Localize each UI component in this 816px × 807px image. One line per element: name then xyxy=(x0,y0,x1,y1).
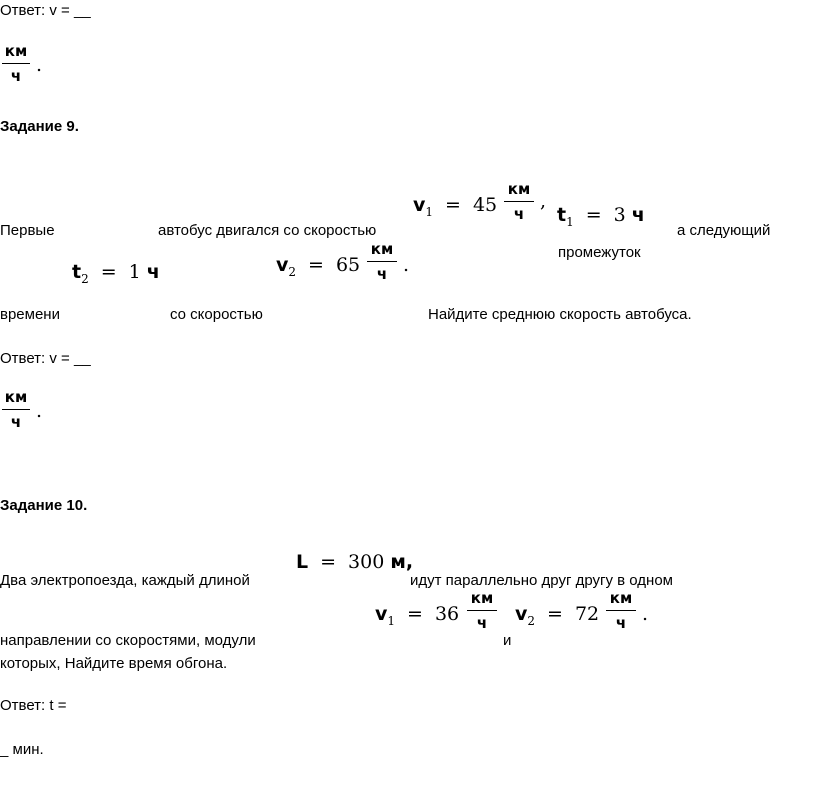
task9-text-interval: промежуток xyxy=(558,244,641,261)
task10-answer-line: Ответ: t = xyxy=(0,697,67,714)
task9-answer-period: . xyxy=(36,400,43,422)
task9-v1-formula: $v_1 = 45$ xyxy=(413,194,498,219)
unit-numerator: км xyxy=(4,42,28,60)
task9-heading: Задание 9. xyxy=(0,118,79,135)
task10-v1-formula: $v_1 = 36$ xyxy=(375,603,460,628)
task9-text-first: Первые xyxy=(0,222,55,239)
task9-answer-unit: км ч xyxy=(2,388,30,431)
answer-line: Ответ: v = __ xyxy=(0,2,91,19)
task10-text-line1: Два электропоезда, каждый длиной xyxy=(0,572,250,589)
task9-v2-formula: $v_2 = 65$ xyxy=(276,254,361,279)
task10-question: которых, Найдите время обгона. xyxy=(0,655,228,672)
task10-heading: Задание 10. xyxy=(0,497,88,514)
unit-denominator: ч xyxy=(10,67,22,85)
task10-length-formula: L = 300 м, xyxy=(296,551,414,573)
task9-text-speed: со скоростью xyxy=(170,306,263,323)
task9-text-next: а следующий xyxy=(677,222,771,239)
task10-text-line2: направлении со скоростями, модули xyxy=(0,632,256,649)
task9-comma: , xyxy=(540,190,547,212)
task10-v1-unit: км ч xyxy=(467,589,497,632)
task10-text-line1b: идут параллельно друг другу в одном xyxy=(410,572,673,589)
task9-answer-line: Ответ: v = __ xyxy=(0,350,91,367)
task9-v1-unit: км ч xyxy=(504,180,534,223)
task9-question: Найдите среднюю скорость автобуса. xyxy=(428,306,692,323)
task9-v2-unit: км ч xyxy=(367,240,397,283)
task10-v2-formula: $v_2 = 72$ xyxy=(515,603,600,628)
task9-period: . xyxy=(403,254,410,276)
unit-fraction xyxy=(2,42,30,85)
task10-text-and: и xyxy=(503,632,512,649)
task9-t2-formula: $t_2 = 1$ ч xyxy=(72,261,160,286)
task10-period: . xyxy=(642,603,649,625)
task10-answer-minutes: _ мин. xyxy=(0,741,44,758)
task9-text-bus: автобус двигался со скоростью xyxy=(158,222,377,239)
fraction-bar xyxy=(2,63,30,64)
unit-period: . xyxy=(36,54,43,76)
task9-t1-formula: $t_1 = 3$ ч xyxy=(557,204,645,229)
task9-text-time: времени xyxy=(0,306,60,323)
task10-v2-unit: км ч xyxy=(606,589,636,632)
